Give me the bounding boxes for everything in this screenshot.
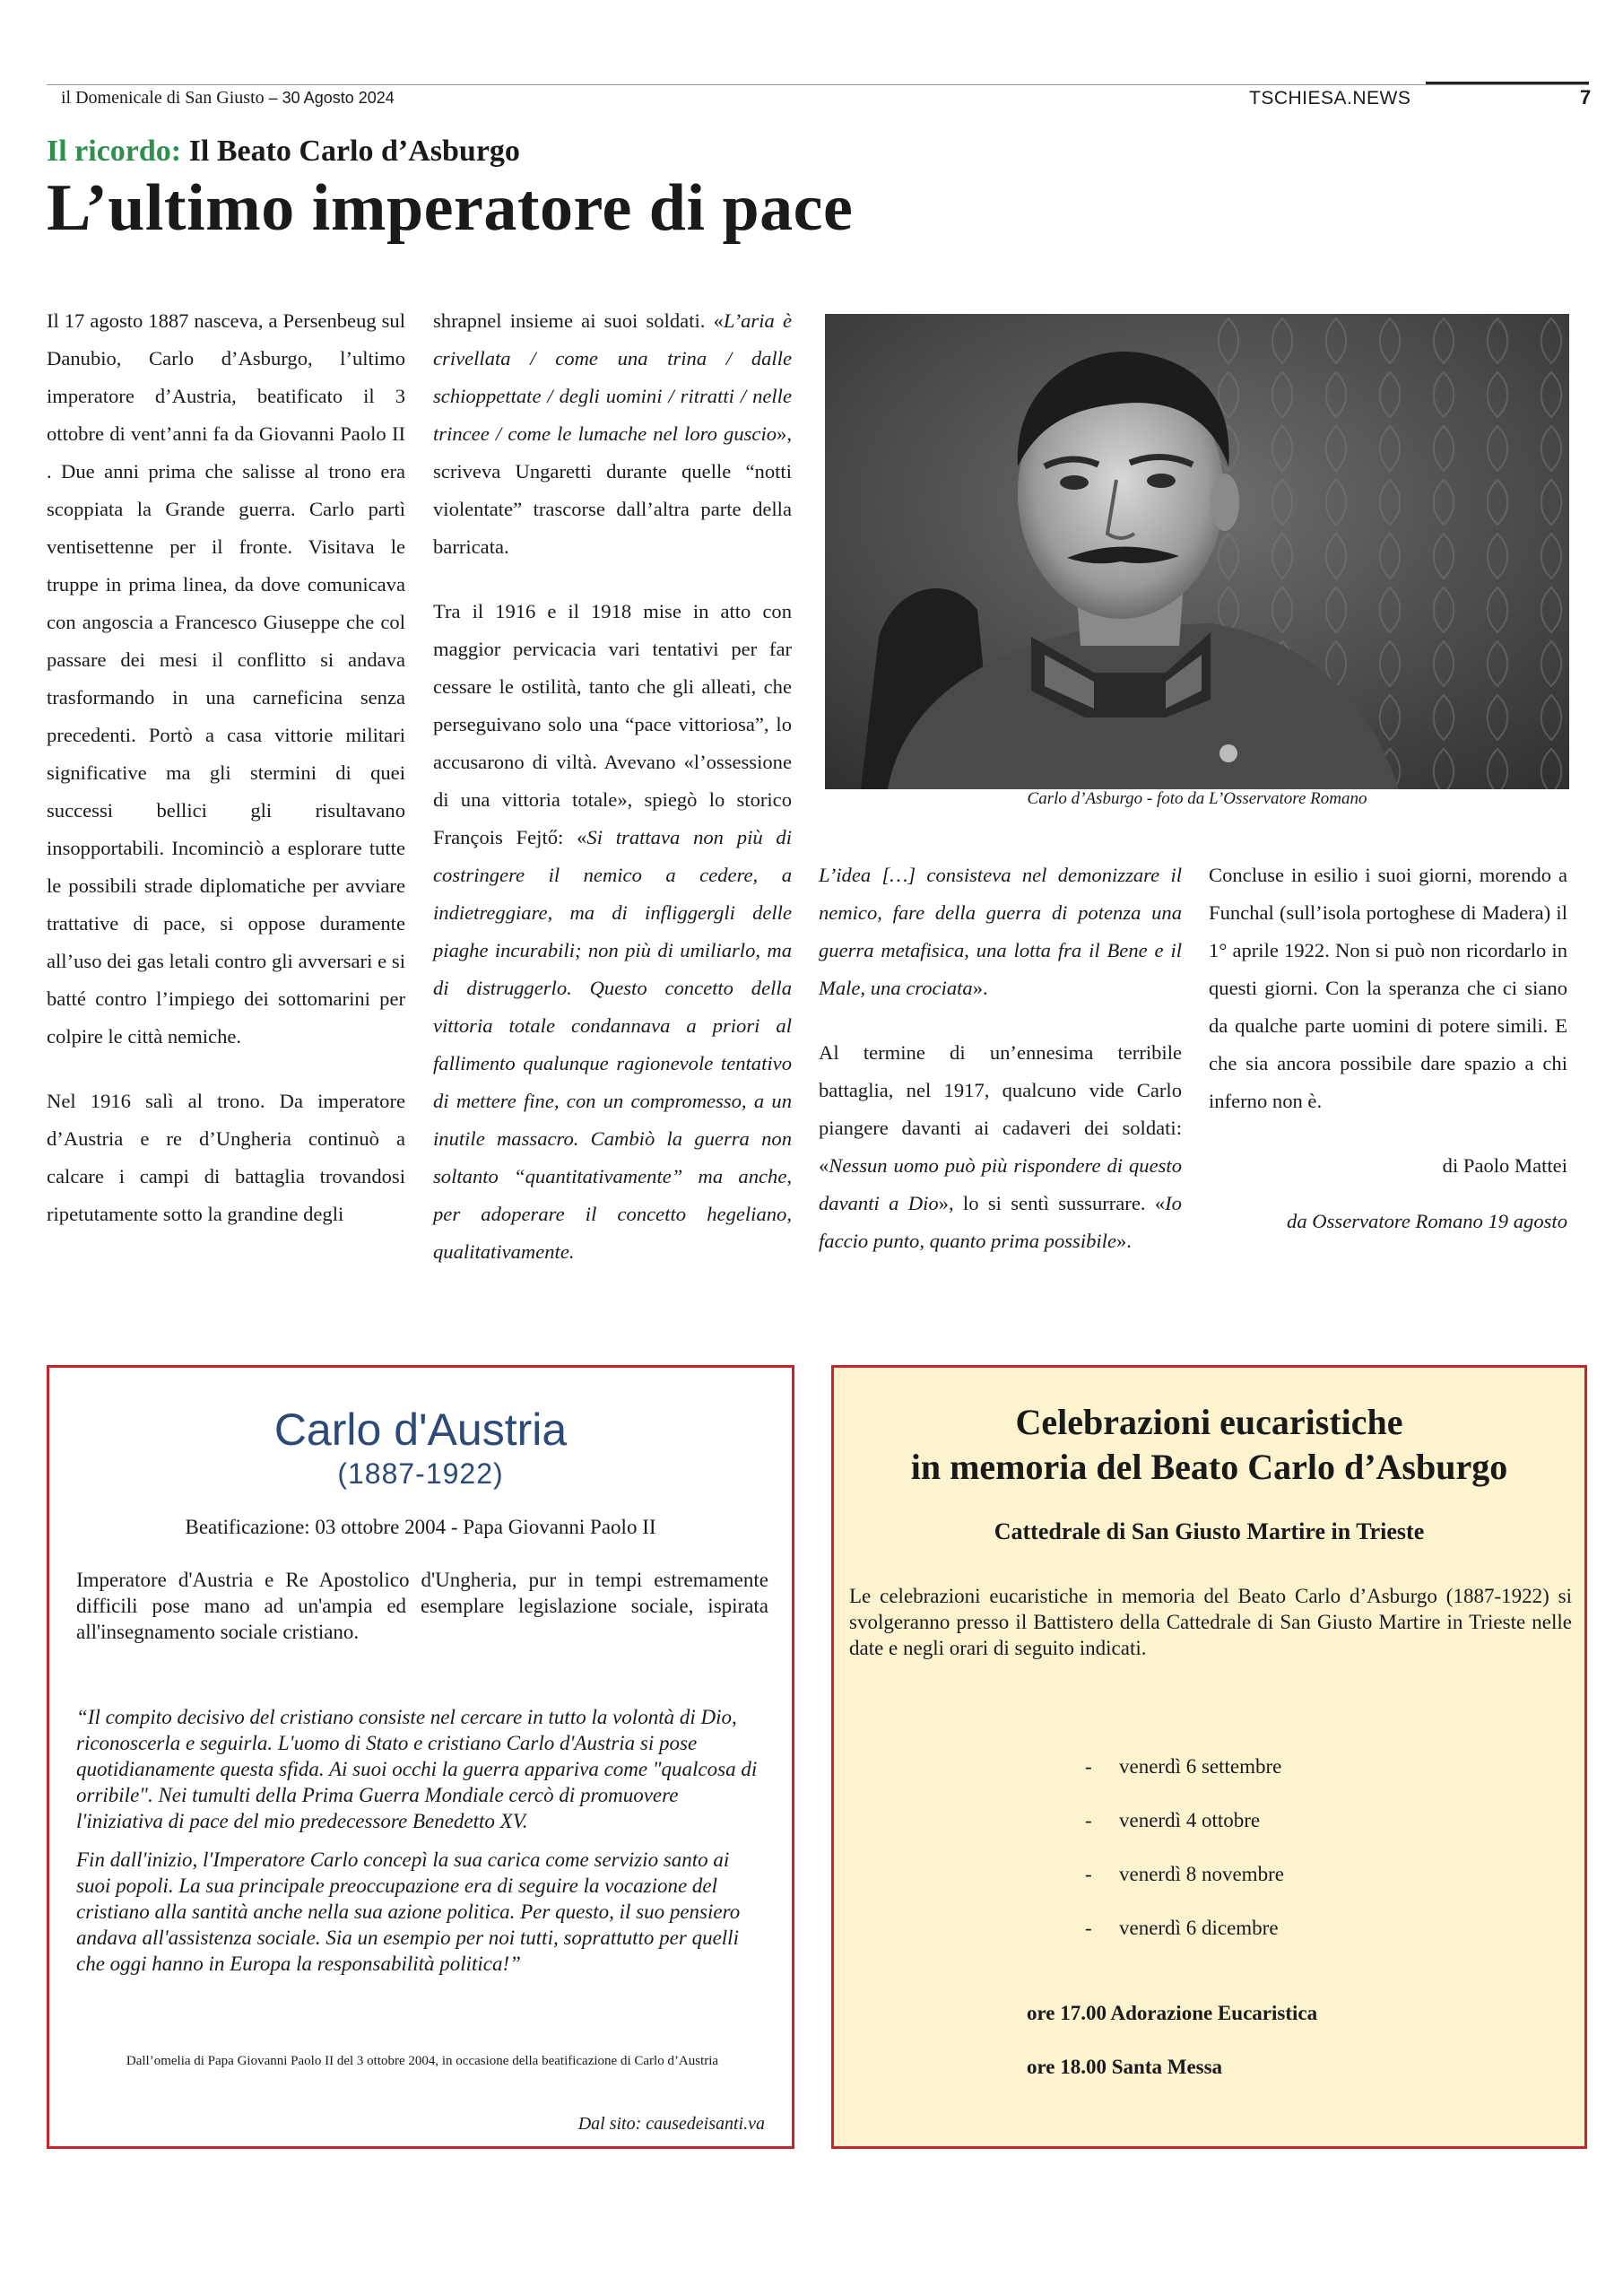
text: shrapnel insieme ai suoi soldati. «	[433, 309, 724, 332]
quote-paragraph: “Il compito decisivo del cristiano consiste nel cercare in tutto la volontà di Dio, riconoscerla e seguirla. L'uomo di Stato e cristiano Carlo d'Austria si pose quotidianamente questa sfida. Ai suoi occhi la guerra appariva come "qualcosa di orribile". Nei tumulti della Prima Guerra Mondiale cercò di promuovere l'iniziativa di pace del mio predecessore Benedetto XV.	[76, 1706, 758, 1832]
celebrations-box	[831, 1365, 1587, 2149]
box-title: Carlo d'Austria	[273, 1405, 568, 1455]
site-name[interactable]: TSCHIESA.NEWS	[1249, 88, 1411, 109]
bullet: -	[1085, 1917, 1092, 1939]
publication-date: – 30 Agosto 2024	[268, 89, 395, 107]
ungaretti-quote: L’aria è crivellata / come una trina / dalle schioppettate / degli uomini / ritratti / nelle trincee / come le lumache nel loro guscio	[433, 309, 792, 445]
dates-list	[1085, 1740, 1444, 1955]
homily-quote	[76, 1704, 768, 1989]
title-line: Celebrazioni eucaristiche	[1015, 1402, 1403, 1442]
date-text: venerdì 6 settembre	[1119, 1755, 1282, 1778]
bullet: -	[1085, 1863, 1092, 1885]
list-item	[1085, 1901, 1444, 1955]
bullet: -	[1085, 1809, 1092, 1831]
article-column-1	[47, 302, 405, 1233]
page-number: 7	[1580, 86, 1592, 109]
carlo-austria-box	[47, 1365, 794, 2149]
list-item	[1085, 1848, 1444, 1901]
text: ».	[972, 977, 988, 999]
celebration-times	[1027, 1987, 1317, 2094]
kicker-subject: Il Beato Carlo d’Asburgo	[188, 135, 520, 168]
paragraph: Concluse in esilio i suoi giorni, morendo a Funchal (sull’isola portoghese di Madera) il 1° aprile 1922. Non si può non ricordarlo in questi giorni. Con la speranza che ci siano da qualche parte uomini di potere simili. E che sia ancora possibile dare spazio a chi inferno non è.	[1209, 864, 1567, 1112]
portrait-image	[825, 314, 1569, 789]
celebrations-title	[834, 1400, 1584, 1490]
publication-name: il Domenicale di San Giusto	[61, 88, 265, 108]
text: Al termine di un’ennesima terribile battaglia, nel 1917, qualcuno vide Carlo piangere davanti ai cadaveri dei soldati: «	[819, 1041, 1182, 1177]
article-column-4	[1209, 857, 1567, 1240]
text: », scriveva Ungaretti durante quelle “notti violentate” trascorse dall’altra parte della barricata.	[433, 422, 792, 558]
date-text: venerdì 4 ottobre	[1119, 1809, 1261, 1831]
fejto-quote-continued: L’idea […] consisteva nel demonizzare il nemico, fare della guerra di potenza una guerra metafisica, una lotta fra il Bene e il Male, una crociata	[819, 864, 1182, 999]
celebrations-location: Cattedrale di San Giusto Martire in Trieste	[994, 1518, 1425, 1544]
quote-source: Dall’omelia di Papa Giovanni Paolo II del 3 ottobre 2004, in occasione della beatificazione di Carlo d’Austria	[126, 2054, 719, 2068]
list-item	[1085, 1740, 1444, 1794]
publication-info	[61, 88, 395, 109]
article-headline: L’ultimo imperatore di pace	[47, 171, 854, 245]
article-kicker	[47, 135, 520, 169]
beatification-line: Beatificazione: 03 ottobre 2004 - Papa Giovanni Paolo II	[185, 1516, 656, 1538]
quote-paragraph: Fin dall'inizio, l'Imperatore Carlo concepì la sua carica come servizio santo ai suoi popoli. La sua principale preoccupazione era di seguire la vocazione del cristiano alla santità anche nella sua azione politica. Per questo, il suo pensiero andava all'assistenza sociale. Sia un esempio per noi tutti, soprattutto per quelli che oggi hanno in Europa la responsabilità politica!”	[76, 1848, 741, 1975]
fejto-quote: Si trattava non più di costringere il nemico a cedere, a indietreggiare, ma di infliggergli delle piaghe incurabili; non più di umiliarlo, ma di distruggerlo. Questo concetto della vittoria totale condannava a priori al fallimento qualunque ragionevole tentativo di mettere fine, con un compromesso, a un inutile massacro. Cambiò la guerra non soltanto “quantitativamente” ma anche, per adoperare il concetto hegeliano, qualitativamente.	[433, 826, 792, 1263]
paragraph: Il 17 agosto 1887 nasceva, a Persenbeug sul Danubio, Carlo d’Asburgo, l’ultimo imperatore d’Austria, beatificato il 3 ottobre di vent’anni fa da Giovanni Paolo II . Due anni prima che salisse al trono era scoppiata la Grande guerra. Carlo partì ventisettenne per il fronte. Visitava le truppe in prima linea, da dove comunicava con angoscia a Francesco Giuseppe che col passare dei mesi il conflitto si andava trasformando in una carneficina senza precedenti. Portò a casa vittorie militari significative ma gli stermini di quei successi bellici gli risultavano insopportabili. Incominciò a esplorare tutte le possibili strade diplomatiche per avviare trattative di pace, si oppose duramente all’uso dei gas letali contro gli avversari e si batté contro l’impiego dei sottomarini per colpire le città nemiche.	[47, 309, 405, 1048]
box-description: Imperatore d'Austria e Re Apostolico d'Ungheria, pur in tempi estremamente difficili pose mano ad un'ampia ed esemplare legislazione sociale, ispirata all'insegnamento sociale cristiano.	[76, 1569, 768, 1643]
kicker-label: Il ricordo:	[47, 135, 182, 168]
celebrations-description: Le celebrazioni eucaristiche in memoria del Beato Carlo d’Asburgo (1887-1922) si svolgeranno presso il Battistero della Cattedrale di San Giusto Martire in Trieste nelle date e negli orari di seguito indicati.	[849, 1585, 1572, 1659]
list-item	[1085, 1794, 1444, 1848]
source-site: Dal sito: causedeisanti.va	[577, 2114, 765, 2134]
paragraph	[433, 302, 792, 566]
portrait-photo	[825, 314, 1569, 789]
carlo-quote: Nessun uomo può più rispondere di questo davanti a Dio	[819, 1154, 1182, 1214]
time-line: ore 18.00 Santa Messa	[1027, 2056, 1223, 2078]
box-years: (1887-1922)	[337, 1457, 504, 1490]
paragraph	[819, 857, 1182, 1007]
text: », lo si sentì sussurrare. «	[938, 1192, 1166, 1214]
paragraph: Nel 1916 salì al trono. Da imperatore d’Austria e re d’Ungheria continuò a calcare i campi di battaglia trovandosi ripetutamente sotto la grandine degli	[47, 1090, 405, 1225]
date-text: venerdì 8 novembre	[1119, 1863, 1284, 1885]
header-rule	[47, 84, 1589, 85]
date-text: venerdì 6 dicembre	[1119, 1917, 1279, 1939]
paragraph	[433, 593, 792, 1271]
article-column-3	[819, 857, 1182, 1260]
paragraph	[819, 1034, 1182, 1260]
article-author: di Paolo Mattei	[1442, 1154, 1567, 1177]
photo-caption: Carlo d’Asburgo - foto da L’Osservatore Romano	[1027, 789, 1367, 808]
text: Tra il 1916 e il 1918 mise in atto con maggior pervicacia vari tentativi per far cessare le ostilità, tanto che gli alleati, che perseguivano solo una “pace vittoriosa”, lo accusarono di viltà. Avevano «l’ossessione di una vittoria totale», spiegò lo storico François Fejtő: «	[433, 600, 792, 848]
text: ».	[1116, 1230, 1132, 1252]
title-line: in memoria del Beato Carlo d’Asburgo	[910, 1447, 1508, 1487]
article-source: da Osservatore Romano 19 agosto	[1287, 1210, 1567, 1232]
bullet: -	[1085, 1755, 1092, 1778]
carlo-quote: Io faccio punto, quanto prima possibile	[819, 1192, 1182, 1252]
article-column-2	[433, 302, 792, 1271]
time-line: ore 17.00 Adorazione Eucaristica	[1027, 2002, 1318, 2024]
